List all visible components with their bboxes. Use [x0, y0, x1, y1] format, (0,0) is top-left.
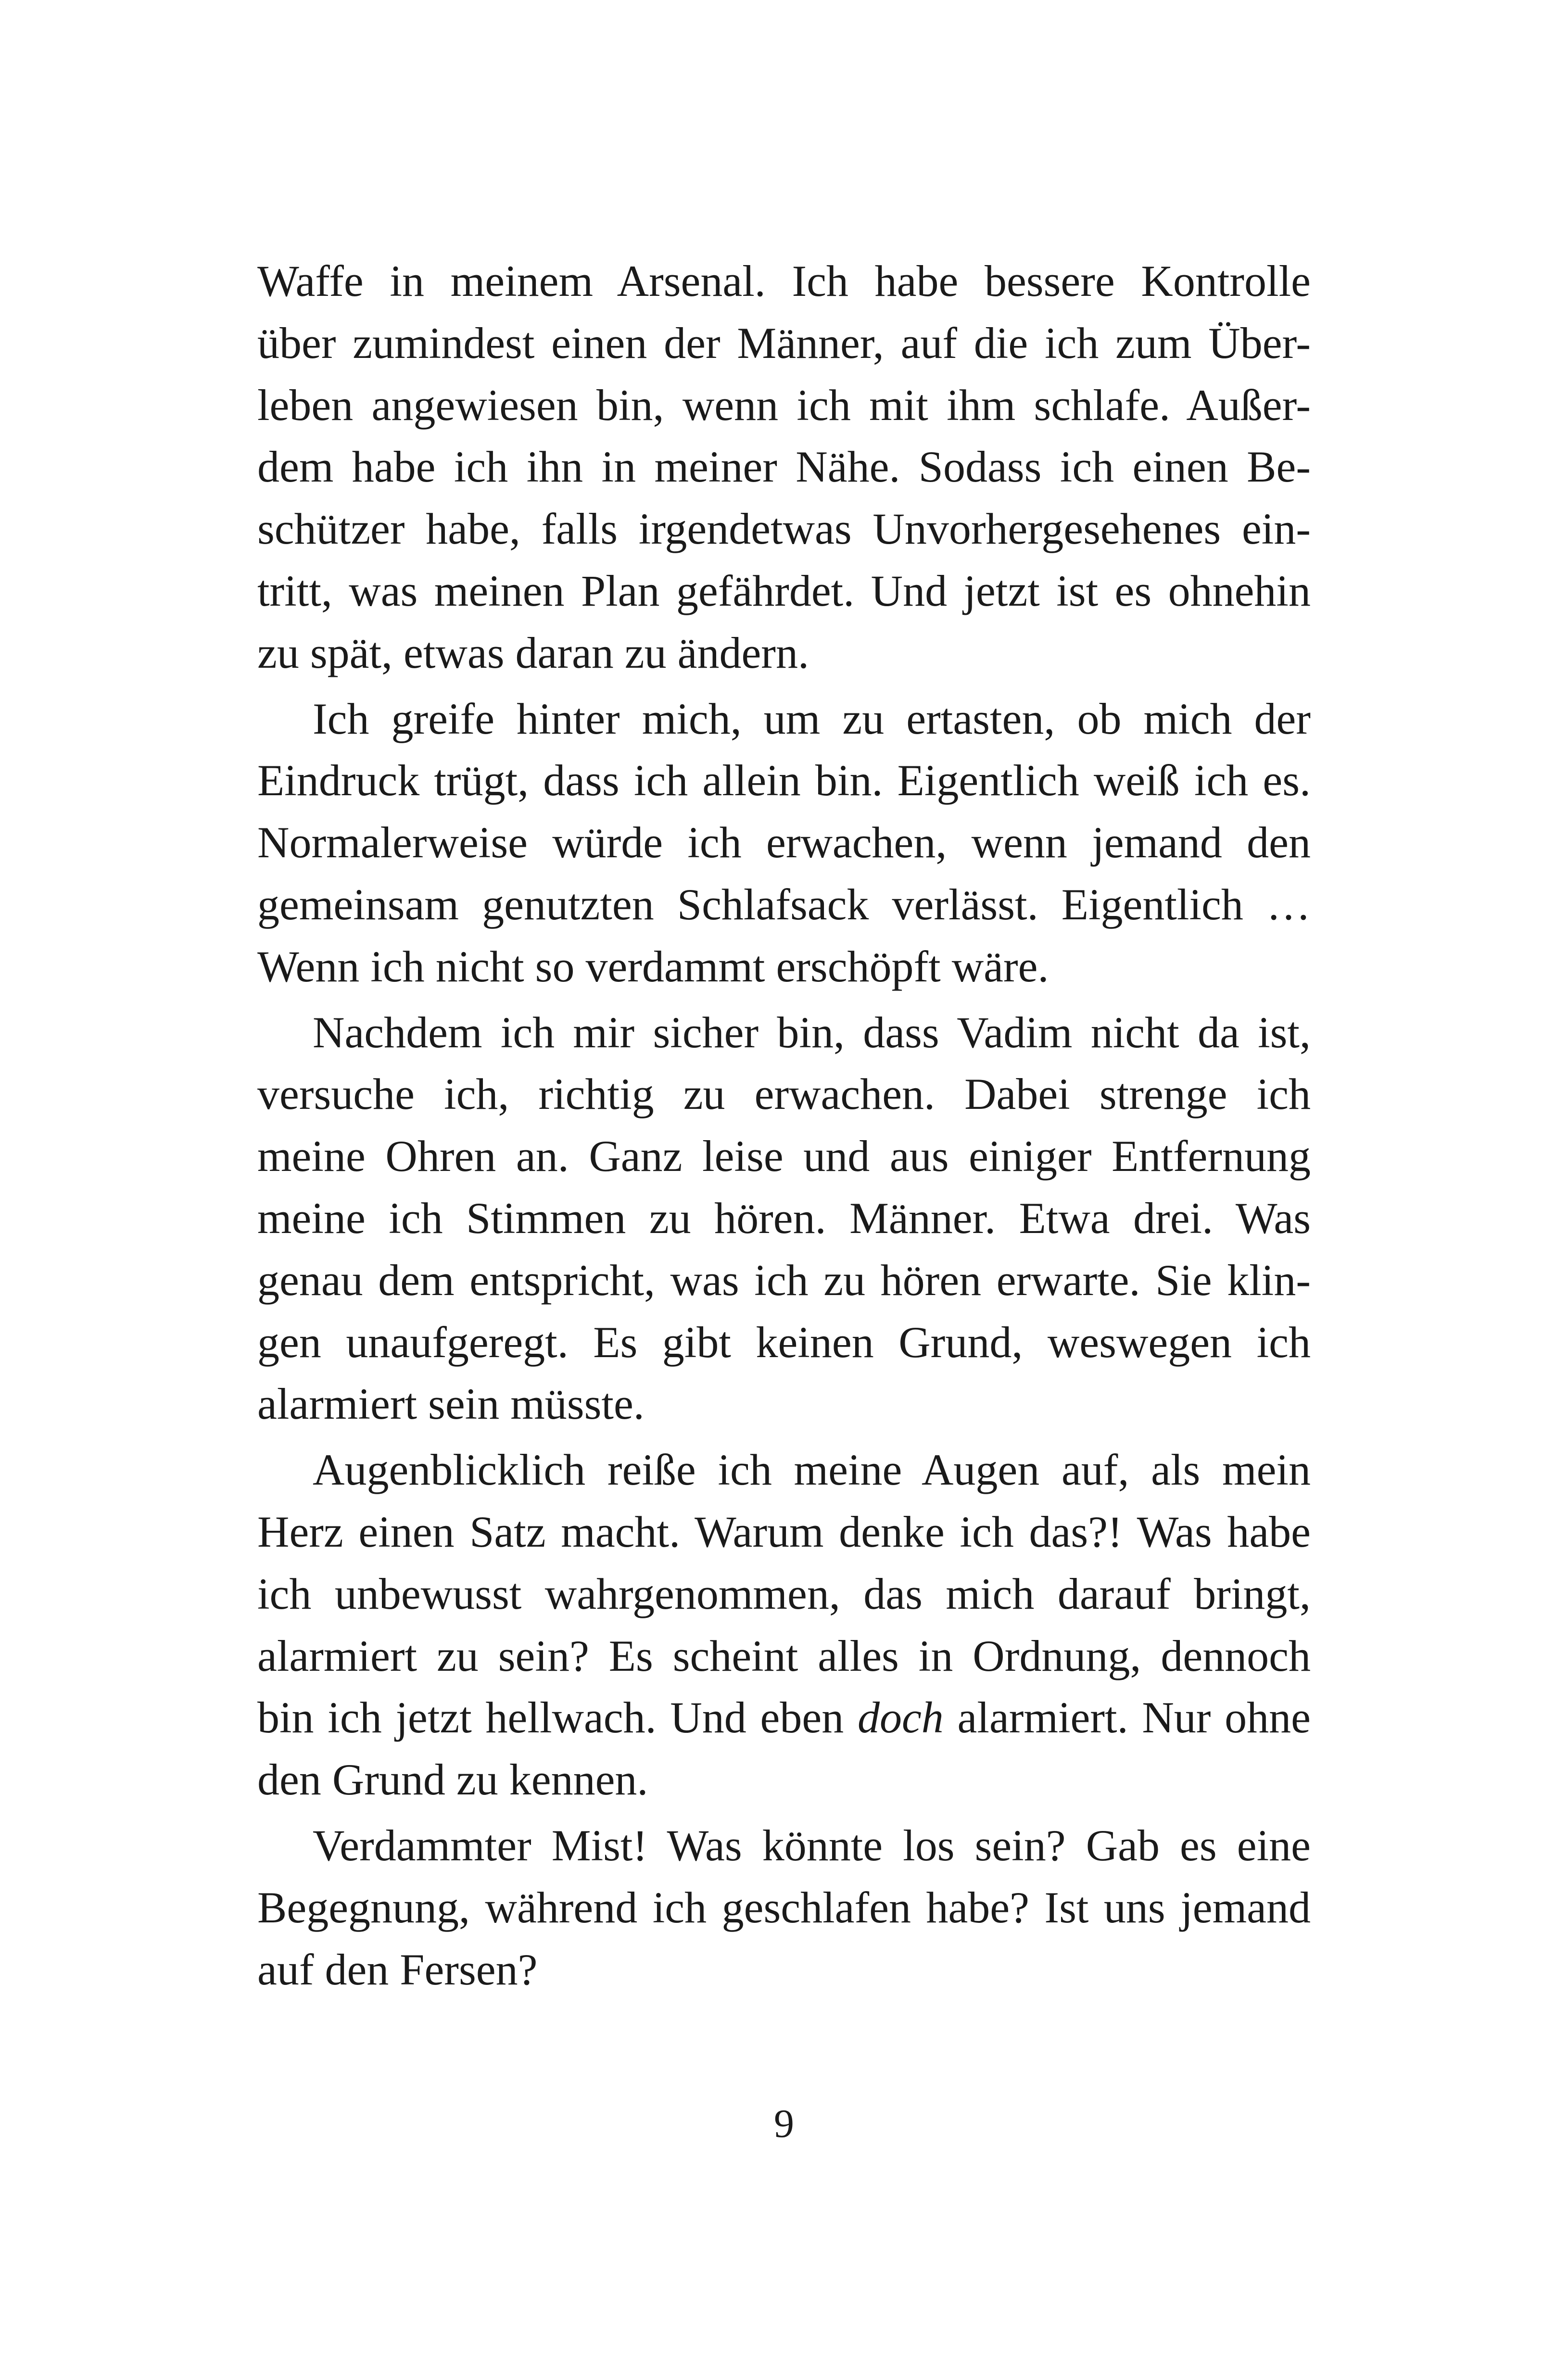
text-line: Begegnung, während ich geschlafen habe? Ist uns jemand	[257, 1882, 1311, 1932]
text-line: versuche ich, richtig zu erwachen. Dabei strenge ich	[257, 1069, 1311, 1119]
paragraph-spacer	[257, 998, 1311, 1002]
text-line: genau dem entspricht, was ich zu hören erwarte. Sie klin-	[257, 1255, 1311, 1305]
emphasis-text: doch	[857, 1693, 944, 1742]
paragraph-spacer	[257, 1811, 1311, 1815]
text-line: schützer habe, falls irgendetwas Unvorhergesehenes ein-	[257, 504, 1311, 554]
paragraph-spacer	[257, 1435, 1311, 1439]
text-line: dem habe ich ihn in meiner Nähe. Sodass ich einen Be-	[257, 442, 1311, 492]
text-line: Ich greife hinter mich, um zu ertasten, ob mich der	[313, 694, 1311, 743]
page-number: 9	[774, 2101, 794, 2146]
text-line: Wenn ich nicht so verdammt erschöpft wäre.	[257, 941, 1049, 991]
text-line: alarmiert zu sein? Es scheint alles in Ordnung, dennoch	[257, 1631, 1311, 1680]
text-line: Augenblicklich reiße ich meine Augen auf, als mein	[313, 1445, 1311, 1495]
paragraph	[257, 1815, 1311, 2000]
paragraph	[257, 250, 1311, 684]
text-line: den Grund zu kennen.	[257, 1755, 648, 1805]
text-line: Herz einen Satz macht. Warum denke ich das?! Was habe	[257, 1507, 1311, 1556]
text-line: meine Ohren an. Ganz leise und aus einiger Entfernung	[257, 1131, 1311, 1181]
paragraph	[257, 1439, 1311, 1811]
text-line: über zumindest einen der Männer, auf die ich zum Über-	[257, 318, 1311, 368]
paragraph	[257, 1002, 1311, 1436]
text-line: ich unbewusst wahrgenommen, das mich darauf bringt,	[257, 1569, 1311, 1618]
text-line: auf den Fersen?	[257, 1945, 538, 1994]
text-line: Waffe in meinem Arsenal. Ich habe bessere Kontrolle	[257, 256, 1311, 305]
text-line: alarmiert sein müsste.	[257, 1379, 645, 1429]
text-line: meine ich Stimmen zu hören. Männer. Etwa drei. Was	[257, 1193, 1311, 1243]
book-page-body	[257, 250, 1311, 2000]
text-line: Nachdem ich mir sicher bin, dass Vadim nicht da ist,	[313, 1007, 1311, 1057]
text-line: bin ich jetzt hellwach. Und eben doch alarmiert. Nur ohne	[257, 1693, 1311, 1742]
text-line: zu spät, etwas daran zu ändern.	[257, 628, 809, 677]
text-line: Verdammter Mist! Was könnte los sein? Gab es eine	[313, 1820, 1311, 1870]
text-line: Normalerweise würde ich erwachen, wenn jemand den	[257, 818, 1311, 867]
text-line: leben angewiesen bin, wenn ich mit ihm schlafe. Außer-	[257, 380, 1311, 430]
paragraph-spacer	[257, 684, 1311, 688]
text-line: Eindruck trügt, dass ich allein bin. Eigentlich weiß ich es.	[257, 756, 1311, 805]
paragraph	[257, 688, 1311, 998]
text-line: gemeinsam genutzten Schlafsack verlässt. Eigentlich …	[257, 879, 1311, 929]
text-line: tritt, was meinen Plan gefährdet. Und jetzt ist es ohnehin	[257, 566, 1311, 615]
text-line: gen unaufgeregt. Es gibt keinen Grund, weswegen ich	[257, 1317, 1311, 1367]
